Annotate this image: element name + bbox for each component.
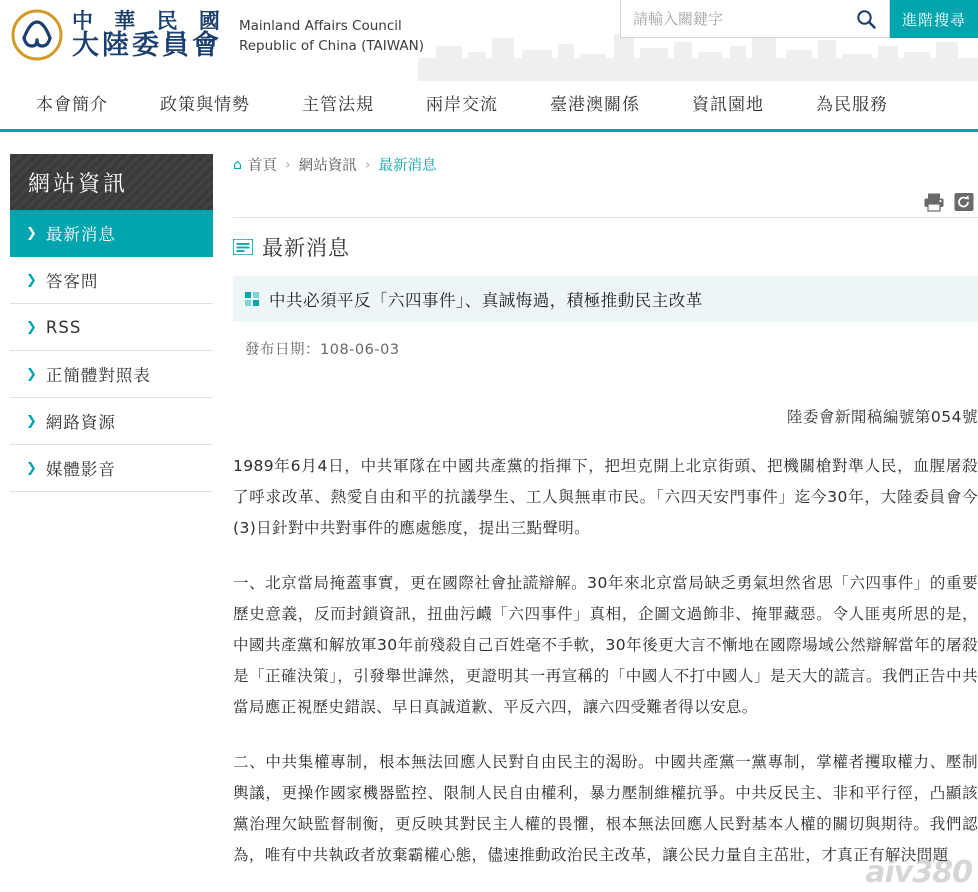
- logo-cn-line2: 大陸委員會: [72, 29, 222, 61]
- sidebar-item-label-1: 答客問: [45, 272, 99, 291]
- sidebar-item-char-table[interactable]: [10, 351, 213, 398]
- chevron-right-icon: ❯: [26, 272, 38, 288]
- print-button[interactable]: [922, 190, 946, 214]
- sidebar-item-rss[interactable]: [10, 304, 213, 351]
- content-layout: [0, 132, 978, 871]
- search-button[interactable]: [846, 1, 886, 37]
- article-paragraph-0: 1989年6月4日，中共軍隊在中國共產黨的指揮下，把坦克開上北京街頭、把機關槍對準人民，血腥屠殺了呼求改革、熱愛自由和平的抗議學生、工人與無車市民。「六四天安門事件」迄今30年，大陸委員會今(3)日針對中共對事件的應處態度，提出三點聲明。: [233, 457, 978, 537]
- chevron-right-icon: ❯: [26, 460, 38, 476]
- chevron-right-icon: ❯: [26, 413, 38, 429]
- article-headline: 中共必須平反「六四事件」、真誠悔過，積極推動民主改革: [269, 291, 703, 310]
- site-header: [0, 0, 978, 82]
- breadcrumb-item-2: 最新消息: [378, 158, 437, 174]
- sidebar-item-label-4: 網路資源: [45, 413, 116, 432]
- article-headline-bar: [233, 276, 978, 322]
- advanced-search-button[interactable]: 進階搜尋: [890, 0, 978, 38]
- article-doc-number: 陸委會新聞稿編號第054號: [786, 408, 978, 426]
- nav-item-1[interactable]: 政策與情勢: [160, 95, 250, 115]
- sidebar-item-label-0: 最新消息: [45, 225, 116, 244]
- breadcrumb-item-0[interactable]: 首頁: [247, 158, 277, 174]
- logo-cn-line1: 中 華 民 國: [72, 8, 227, 33]
- nav-item-5[interactable]: 資訊園地: [692, 95, 764, 115]
- sidebar-item-media[interactable]: [10, 445, 213, 492]
- sidebar-item-label-2: RSS: [45, 317, 82, 337]
- logo-en-line2: Republic of China (TAIWAN): [238, 38, 424, 54]
- refresh-button[interactable]: [952, 190, 976, 214]
- article-paragraph-2: 二、中共集權專制，根本無法回應人民對自由民主的渴盼。中國共產黨一黨專制，掌權者攫取權力、壓制輿議，更操作國家機器監控、限制人民自由權利，暴力壓制維權抗爭。中共反民主、非和平行徑，凸顯該黨治理欠缺監督制衡，更反映其對民主人權的畏懼，根本無法回應人民對基本人權的關切與期待。我們認為，唯有中共執政者放棄霸權心態，儘速推動政治民主改革，讓公民力量自主茁壯，才真正有解決問題: [233, 753, 978, 864]
- site-logo[interactable]: [10, 8, 424, 62]
- list-icon: [233, 239, 253, 255]
- page-tools: [233, 187, 978, 217]
- breadcrumb-separator: ›: [284, 156, 291, 173]
- chevron-right-icon: ❯: [26, 225, 38, 241]
- watermark: aiv380: [865, 855, 972, 890]
- breadcrumb-separator: ›: [364, 156, 371, 173]
- nav-item-0[interactable]: 本會簡介: [36, 95, 108, 115]
- nav-item-2[interactable]: 主管法規: [302, 95, 374, 115]
- search-icon: [855, 8, 877, 30]
- chevron-right-icon: ❯: [26, 319, 38, 335]
- main-content: [213, 132, 978, 871]
- search-area: [620, 0, 978, 38]
- sidebar-item-label-5: 媒體影音: [45, 460, 116, 479]
- breadcrumb-item-1[interactable]: 網站資訊: [298, 158, 357, 174]
- nav-item-4[interactable]: 臺港澳關係: [550, 95, 640, 115]
- logo-en-line1: Mainland Affairs Council: [238, 18, 402, 35]
- print-icon: [923, 192, 945, 212]
- main-navigation: [0, 82, 978, 132]
- refresh-icon: [953, 192, 975, 212]
- grid-square-icon: [245, 292, 259, 306]
- section-header: [233, 217, 978, 272]
- article-paragraph-1: 一、北京當局掩蓋事實，更在國際社會扯謊辯解。30年來北京當局缺乏勇氣坦然省思「六四事件」的重要歷史意義，反而封鎖資訊，扭曲污衊「六四事件」真相，企圖文過飾非、掩罪藏惡。令人匪夷所思的是，中國共產黨和解放軍30年前殘殺自己百姓毫不手軟，30年後更大言不慚地在國際場域公然辯解當年的屠殺是「正確決策」，引發舉世譁然，更證明其一再宣稱的「中國人不打中國人」是天大的謊言。我們正告中共當局應正視歷史錯誤、早日真誠道歉、平反六四，讓六四受難者得以安息。: [233, 574, 978, 716]
- sidebar-item-web-resources[interactable]: [10, 398, 213, 445]
- home-icon: ⌂: [233, 156, 242, 173]
- nav-item-6[interactable]: 為民服務: [816, 95, 888, 115]
- mac-emblem-icon: [10, 8, 64, 62]
- breadcrumb: [233, 154, 978, 187]
- search-input[interactable]: [621, 2, 846, 36]
- article-publish-date: 發布日期：108-06-03: [245, 342, 400, 358]
- sidebar-item-faq[interactable]: [10, 257, 213, 304]
- search-box: [620, 0, 890, 38]
- sidebar-item-latest-news[interactable]: [10, 210, 213, 257]
- sidebar-title: 網站資訊: [10, 154, 213, 210]
- logo-chinese-name: [72, 10, 227, 60]
- nav-item-3[interactable]: 兩岸交流: [426, 95, 498, 115]
- sidebar-item-label-3: 正簡體對照表: [45, 366, 151, 385]
- section-title: 最新消息: [262, 236, 350, 260]
- chevron-right-icon: ❯: [26, 366, 38, 382]
- sidebar: [0, 132, 213, 871]
- logo-english-name: [239, 13, 424, 56]
